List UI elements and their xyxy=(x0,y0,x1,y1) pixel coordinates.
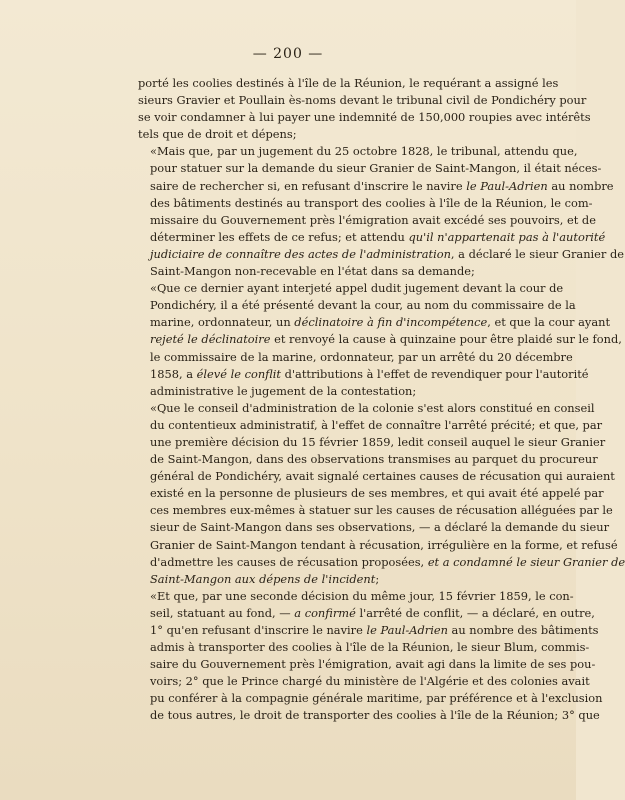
text-line: «Que ce dernier ayant interjeté appel dudit jugement devant la cour de xyxy=(150,281,564,296)
paragraph xyxy=(138,400,625,588)
text-line: pour statuer sur la demande du sieur Granier de Saint-Mangon, il était néces- xyxy=(150,161,602,176)
text-line: Saint-Mangon non-recevable en l'état dans sa demande; xyxy=(150,264,475,279)
text-line: sieurs Gravier et Poullain ès-noms devant le tribunal civil de Pondichéry pour xyxy=(138,93,587,108)
text-line: 1° qu'en refusant d'inscrire le navire le Paul-Adrien au nombre des bâtiments xyxy=(150,623,599,637)
text-line: sieur de Saint-Mangon dans ses observations, — a déclaré la demande du sieur xyxy=(150,520,610,535)
text-line: missaire du Gouvernement près l'émigration avait excédé ses pouvoirs, et de xyxy=(150,212,596,227)
text-line: tels que de droit et dépens; xyxy=(138,127,297,142)
text-line: porté les coolies destinés à l'île de la Réunion, le requérant a assigné les xyxy=(138,76,559,90)
italic-phrase: déclinatoire à fin d'incompétence xyxy=(294,315,488,330)
text-line: se voir condamner à lui payer une indemnité de 150,000 roupies avec intérêts xyxy=(138,110,591,125)
text-line: Saint-Mangon aux dépens de l'incident; xyxy=(150,571,380,586)
page-number: — 200 — xyxy=(252,46,324,62)
text-line: général de Pondichéry, avait signalé certaines causes de récusation qui auraient xyxy=(150,469,615,484)
italic-phrase: qu'il n'appartenait pas à l'autorité xyxy=(408,229,606,244)
text-line: de tous autres, le droit de transporter des coolies à l'île de la Réunion; 3° que xyxy=(150,708,600,723)
italic-phrase: et a condamné le sieur Granier de xyxy=(427,554,625,569)
text-line: des bâtiments destinés au transport des coolies à l'île de la Réunion, le com- xyxy=(150,195,593,210)
text-line: d'admettre les causes de récusation proposées, et a condamné le sieur Granier de xyxy=(150,554,625,569)
text-line: ces membres eux-mêmes à statuer sur les causes de récusation alléguées par le xyxy=(150,503,613,518)
text-line: «Et que, par une seconde décision du même jour, 15 février 1859, le con- xyxy=(150,588,574,603)
text-line: judiciaire de connaître des actes de l'administration, a déclaré le sieur Granier de xyxy=(150,246,625,261)
text-line: administrative le jugement de la contestation; xyxy=(150,383,417,398)
text-line: Pondichéry, il a été présenté devant la cour, au nom du commissaire de la xyxy=(150,298,576,313)
italic-phrase: Saint-Mangon aux dépens de l'incident xyxy=(150,571,376,586)
paragraph xyxy=(138,588,603,725)
italic-phrase: le Paul-Adrien xyxy=(466,178,548,193)
text-line: le commissaire de la marine, ordonnateur, par un arrêté du 20 décembre xyxy=(150,349,573,364)
body-text xyxy=(138,75,625,725)
text-line: du contentieux administratif, à l'effet de connaître l'arrêté précité; et que, par xyxy=(150,417,603,432)
text-line: pu conférer à la compagnie générale maritime, par préférence et à l'exclusion xyxy=(150,691,603,706)
text-line: Granier de Saint-Mangon tendant à récusation, irrégulière en la forme, et refusé xyxy=(150,537,618,552)
italic-phrase: judiciaire de connaître des actes de l'administration xyxy=(150,246,451,261)
italic-phrase: a confirmé xyxy=(294,605,356,620)
paragraph xyxy=(138,280,622,400)
text-line: existé en la personne de plusieurs de ses membres, et qui avait été appelé par xyxy=(150,486,604,501)
italic-phrase: rejeté le déclinatoire xyxy=(150,332,271,347)
text-line: déterminer les effets de ce refus; et attendu qu'il n'appartenait pas à l'autorité xyxy=(150,229,606,244)
paragraph xyxy=(138,75,591,143)
text-line: une première décision du 15 février 1859, ledit conseil auquel le sieur Granier xyxy=(150,434,606,449)
text-line: rejeté le déclinatoire et renvoyé la cause à quinzaine pour être plaidé sur le fond, xyxy=(150,332,622,347)
text-line: «Que le conseil d'administration de la colonie s'est alors constitué en conseil xyxy=(150,400,595,415)
text-line: admis à transporter des coolies à l'île de la Réunion, le sieur Blum, commis- xyxy=(150,640,590,655)
text-line: seil, statuant au fond, — a confirmé l'arrêté de conflit, — a déclaré, en outre, xyxy=(150,605,595,620)
paragraph xyxy=(138,143,625,280)
text-line: «Mais que, par un jugement du 25 octobre 1828, le tribunal, attendu que, xyxy=(150,144,578,159)
text-line: 1858, a élevé le conflit d'attributions à l'effet de revendiquer pour l'autorité xyxy=(150,366,589,381)
italic-phrase: élevé le conflit xyxy=(196,366,281,381)
italic-phrase: le Paul-Adrien xyxy=(366,623,448,637)
text-line: saire de rechercher si, en refusant d'inscrire le navire le Paul-Adrien au nombre xyxy=(150,178,614,193)
text-line: voirs; 2° que le Prince chargé du ministère de l'Algérie et des colonies avait xyxy=(150,674,590,689)
text-line: saire du Gouvernement près l'émigration, avait agi dans la limite de ses pou- xyxy=(150,657,596,672)
text-line: de Saint-Mangon, dans des observations transmises au parquet du procureur xyxy=(150,452,598,467)
text-line: marine, ordonnateur, un déclinatoire à fin d'incompétence, et que la cour ayant xyxy=(150,315,611,330)
